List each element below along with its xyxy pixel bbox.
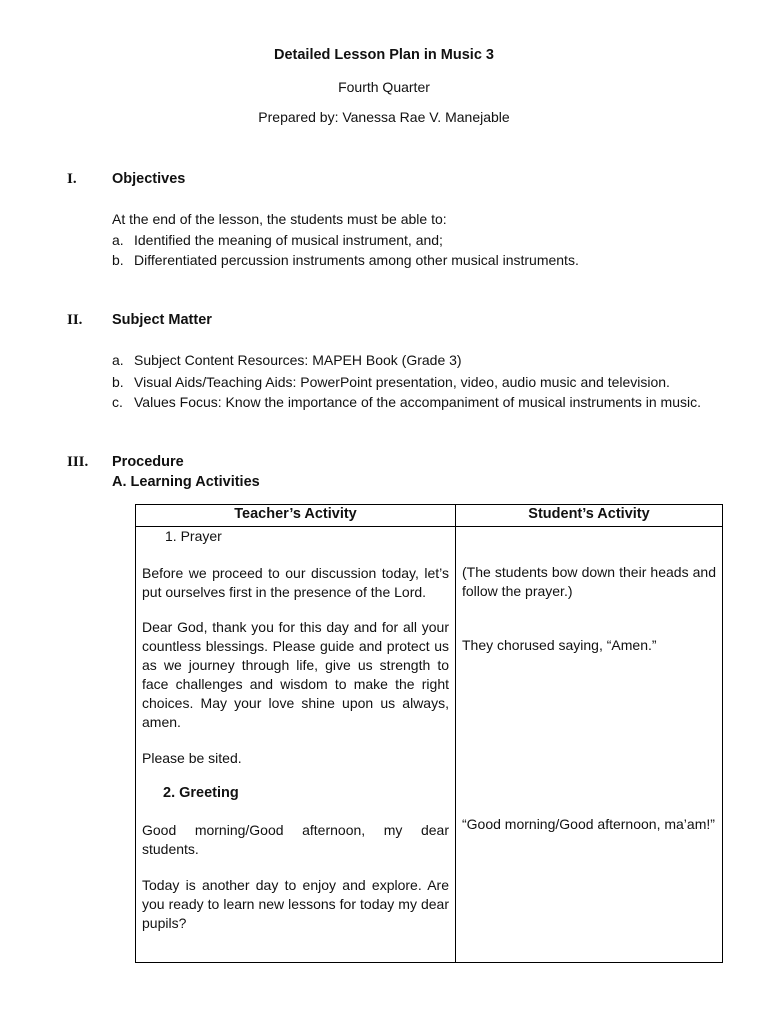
greeting-label: 2. Greeting [163, 785, 239, 801]
student-activity-header: Student’s Activity [456, 505, 723, 527]
subsection-heading-learning-activities: A. Learning Activities [112, 474, 260, 490]
list-marker: a. [112, 352, 124, 368]
section-heading-subject-matter: Subject Matter [112, 312, 212, 328]
document-title: Detailed Lesson Plan in Music 3 [274, 47, 494, 63]
teacher-greeting: Good morning/Good afternoon, my dear students. [142, 822, 449, 857]
section-numeral-procedure: III. [67, 454, 89, 470]
teacher-sit-instruction: Please be sited. [142, 750, 242, 766]
objectives-intro: At the end of the lesson, the students must be able to: [112, 211, 447, 227]
activities-table [135, 504, 723, 963]
list-text: Subject Content Resources: MAPEH Book (Grade 3) [134, 352, 462, 368]
table-row [136, 527, 723, 963]
section-heading-objectives: Objectives [112, 171, 186, 187]
prepared-by: Prepared by: Vanessa Rae V. Manejable [258, 109, 510, 125]
subject-item [112, 392, 744, 412]
list-text: Visual Aids/Teaching Aids: PowerPoint presentation, video, audio music and television. [134, 374, 670, 390]
list-marker: a. [112, 232, 124, 248]
list-text: Values Focus: Know the importance of the accompaniment of musical instruments in music. [134, 394, 701, 410]
teacher-activity-cell [136, 527, 456, 963]
section-numeral-subject-matter: II. [67, 312, 83, 328]
list-text: Differentiated percussion instruments among other musical instruments. [134, 252, 579, 268]
student-bow-response: (The students bow down their heads and follow the prayer.) [462, 564, 716, 599]
subject-item [112, 350, 722, 370]
section-numeral-objectives: I. [67, 171, 77, 187]
student-greeting-response: “Good morning/Good afternoon, ma’am!” [462, 816, 715, 832]
teacher-prayer-text: Dear God, thank you for this day and for all your countless blessings. Please guide and protect us as we journey through life, give us strength to face challenges and wisdom to make the right choices. May your love shine upon us always, amen. [142, 619, 449, 730]
list-text: Identified the meaning of musical instrument, and; [134, 232, 443, 248]
teacher-question: Today is another day to enjoy and explore. Are you ready to learn new lessons for today my dear pupils? [142, 877, 449, 931]
list-marker: c. [112, 394, 123, 410]
section-heading-procedure: Procedure [112, 454, 184, 470]
teacher-prayer-intro: Before we proceed to our discussion today, let’s put ourselves first in the presence of the Lord. [142, 565, 449, 600]
list-marker: b. [112, 252, 124, 268]
teacher-activity-header: Teacher’s Activity [136, 505, 456, 527]
objective-item [112, 250, 722, 270]
student-amen-response: They chorused saying, “Amen.” [462, 637, 657, 653]
subject-item [112, 372, 722, 392]
list-marker: b. [112, 374, 124, 390]
table-header-row [136, 505, 723, 527]
prayer-label: 1. Prayer [165, 528, 222, 544]
quarter-label: Fourth Quarter [338, 79, 430, 95]
student-activity-cell [456, 527, 723, 963]
objective-item [112, 230, 722, 250]
